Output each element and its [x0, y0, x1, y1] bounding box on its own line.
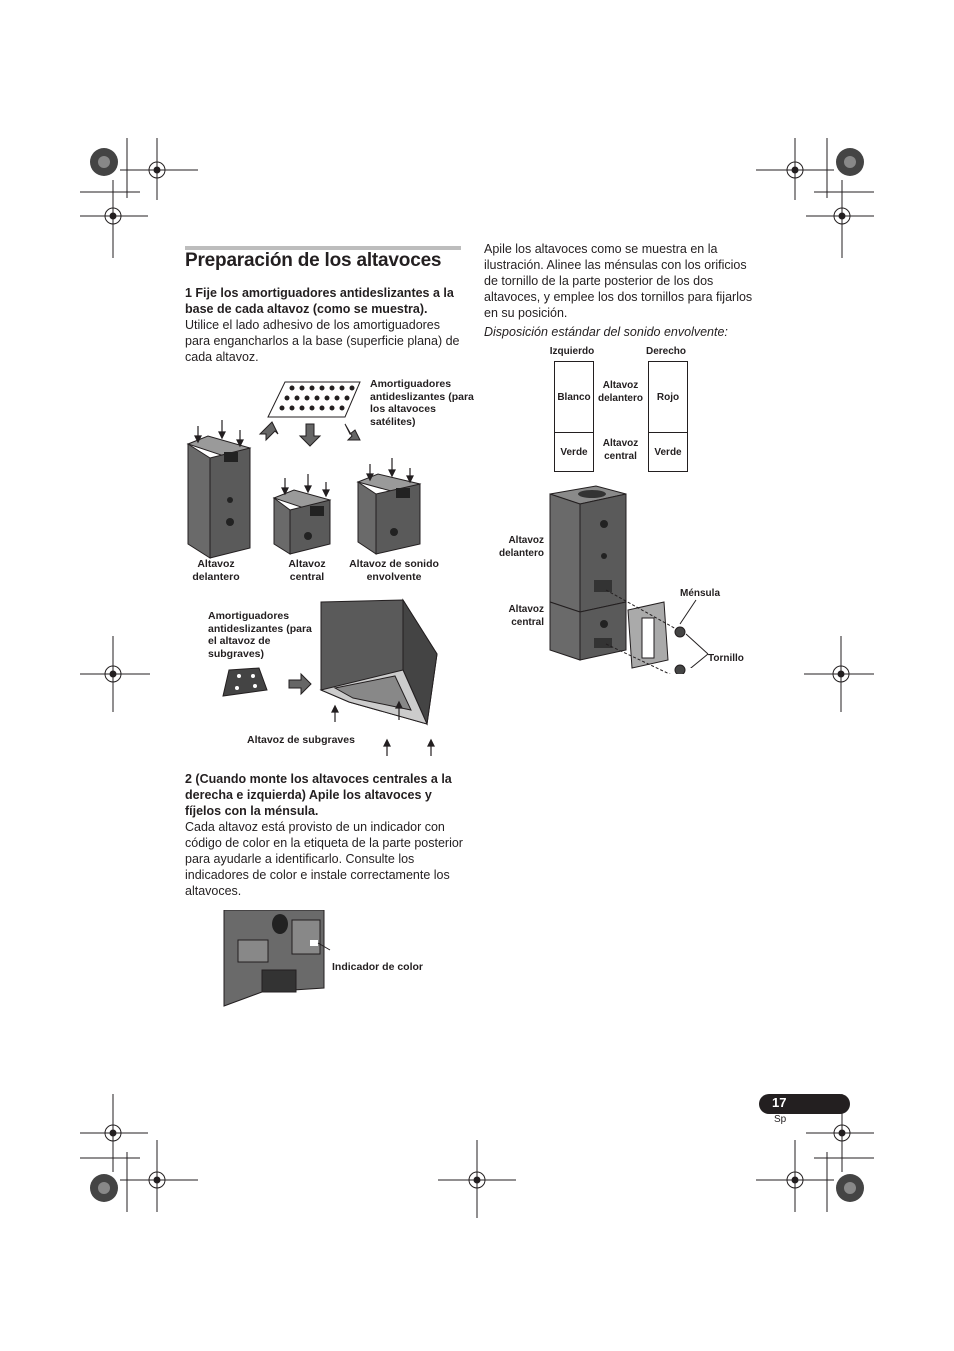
right-body: Apile los altavoces como se muestra en la ilustración. Alinee las ménsulas con los orificios de tornillo de la parte posterior de los dos altavoces, y emplee los dos tornillos para fijarlos en su posición.	[484, 242, 753, 320]
label-pads-satellite: Amortiguadores antideslizantes (para los altavoces satélites)	[370, 378, 474, 428]
surround-layout-caption: Disposición estándar del sonido envolvente:	[484, 325, 728, 339]
label-bracket: Ménsula	[680, 588, 721, 599]
label-surround-speaker: Altavoz de sonido envolvente	[349, 558, 439, 583]
label-pads-subwoofer: Amortiguadores antideslizantes (para el altavoz de subgraves)	[208, 610, 312, 660]
label-stack-center: Altavoz central	[508, 604, 544, 628]
label-layout-front: Altavoz delantero	[597, 380, 643, 404]
page-number: 17	[772, 1095, 787, 1110]
label-left: Izquierdo	[549, 346, 595, 357]
box-green-left: Verde	[554, 432, 594, 472]
stacked-speakers-figure	[546, 484, 696, 674]
language-code: Sp	[774, 1114, 787, 1125]
leader-lines	[676, 598, 736, 668]
label-center-speaker: Altavoz central	[288, 558, 326, 583]
page-title: Preparación de los altavoces	[185, 250, 442, 271]
label-stack-front: Altavoz delantero	[498, 535, 544, 559]
step2-body: Cada altavoz está provisto de un indicador con código de color en la etiqueta de la parte posterior para ayudarle a identificarlo. Consulte los indicadores de color e instale correctamente los altavoces.	[185, 820, 463, 898]
color-indicator-figure	[222, 910, 332, 1010]
step1-heading: 1 Fije los amortiguadores antideslizantes a la base de cada altavoz (como se muestra).	[185, 286, 454, 316]
label-screw: Tornillo	[708, 653, 744, 664]
step1-body: Utilice el lado adhesivo de los amortiguadores para engancharlos a la base (superficie plana) de cada altavoz.	[185, 318, 460, 364]
label-front-speaker: Altavoz delantero	[192, 558, 240, 583]
label-color-indicator: Indicador de color	[332, 961, 424, 973]
box-red: Rojo	[648, 361, 688, 433]
label-right: Derecho	[645, 346, 686, 357]
label-subwoofer: Altavoz de subgraves	[247, 734, 355, 746]
box-white: Blanco	[554, 361, 594, 433]
step2-heading: 2 (Cuando monte los altavoces centrales a la derecha e izquierda) Apile los altavoces y fíjelos con la ménsula.	[185, 772, 452, 818]
label-layout-center: Altavoz central	[602, 438, 639, 462]
box-green-right: Verde	[648, 432, 688, 472]
